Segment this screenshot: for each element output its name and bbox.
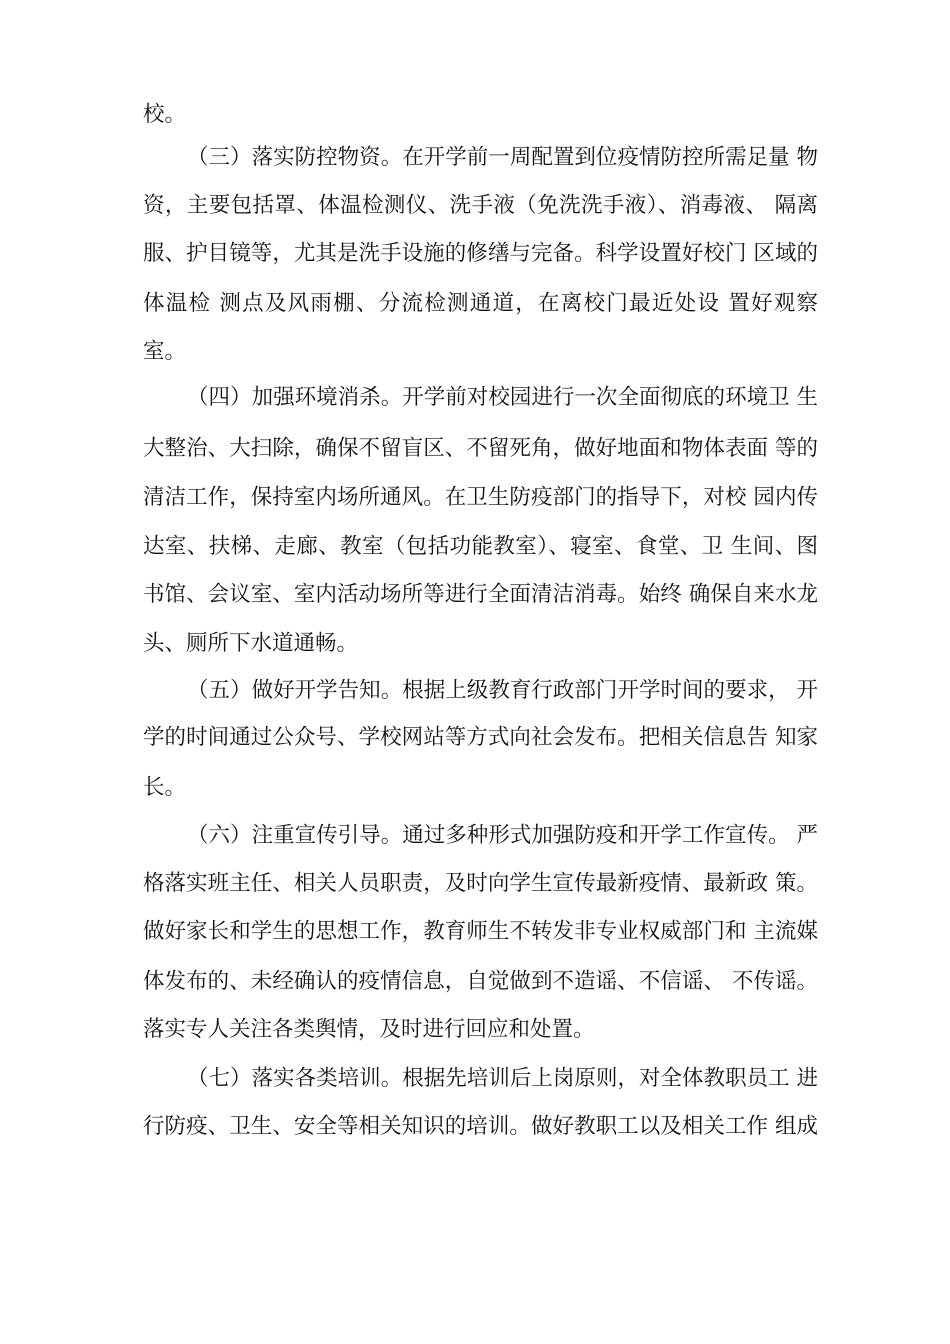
paragraph-line: 行防疫、卫生、安全等相关知识的培训。做好教职工以及相关工作 组成 (143, 1114, 818, 1139)
paragraph-line: 体温检 测点及风雨棚、分流检测通道，在离校门最近处设 置好观察 (143, 291, 818, 316)
paragraph-line: （三）落实防控物资。在开学前一周配置到位疫情防控所需足量 物 (187, 145, 818, 170)
paragraph-line: 长。 (143, 775, 187, 800)
paragraph-line: 格落实班主任、相关人员职责，及时向学生宣传最新疫情、最新政 策。 (143, 871, 818, 896)
paragraph-line: 书馆、会议室、室内活动场所等进行全面清洁消毒。始终 确保自来水龙 (143, 582, 818, 607)
paragraph-line: 做好家长和学生的思想工作，教育师生不转发非专业权威部门和 主流媒 (143, 919, 818, 944)
paragraph-line: （五）做好开学告知。根据上级教育行政部门开学时间的要求， 开 (187, 678, 818, 703)
paragraph-line: 校。 (143, 102, 187, 127)
paragraph-line: 清洁工作，保持室内场所通风。在卫生防疫部门的指导下，对校 园内传 (143, 485, 818, 510)
paragraph-line: （六）注重宣传引导。通过多种形式加强防疫和开学工作宣传。 严 (187, 823, 818, 848)
paragraph-line: 头、厕所下水道通畅。 (143, 631, 359, 656)
paragraph-line: 大整治、大扫除，确保不留盲区、不留死角，做好地面和物体表面 等的 (143, 436, 818, 461)
paragraph-line: 服、护目镜等，尤其是洗手设施的修缮与完备。科学设置好校门 区域的 (143, 241, 818, 266)
paragraph-line: （四）加强环境消杀。开学前对校园进行一次全面彻底的环境卫 生 (187, 385, 818, 410)
paragraph-line: 体发布的、未经确认的疫情信息，自觉做到不造谣、不信谣、 不传谣。 (143, 969, 818, 994)
paragraph-line: 落实专人关注各类舆情，及时进行回应和处置。 (143, 1017, 595, 1042)
paragraph-line: 学的时间通过公众号、学校网站等方式向社会发布。把相关信息告 知家 (143, 725, 818, 750)
paragraph-line: 资，主要包括罩、体温检测仪、洗手液（免洗洗手液）、消毒液、 隔离 (143, 193, 818, 218)
paragraph-line: 室。 (143, 339, 187, 364)
paragraph-line: 达室、扶梯、走廊、教室（包括功能教室）、寝室、食堂、卫 生间、图 (143, 534, 818, 559)
paragraph-line: （七）落实各类培训。根据先培训后上岗原则，对全体教职员工 进 (187, 1066, 818, 1091)
